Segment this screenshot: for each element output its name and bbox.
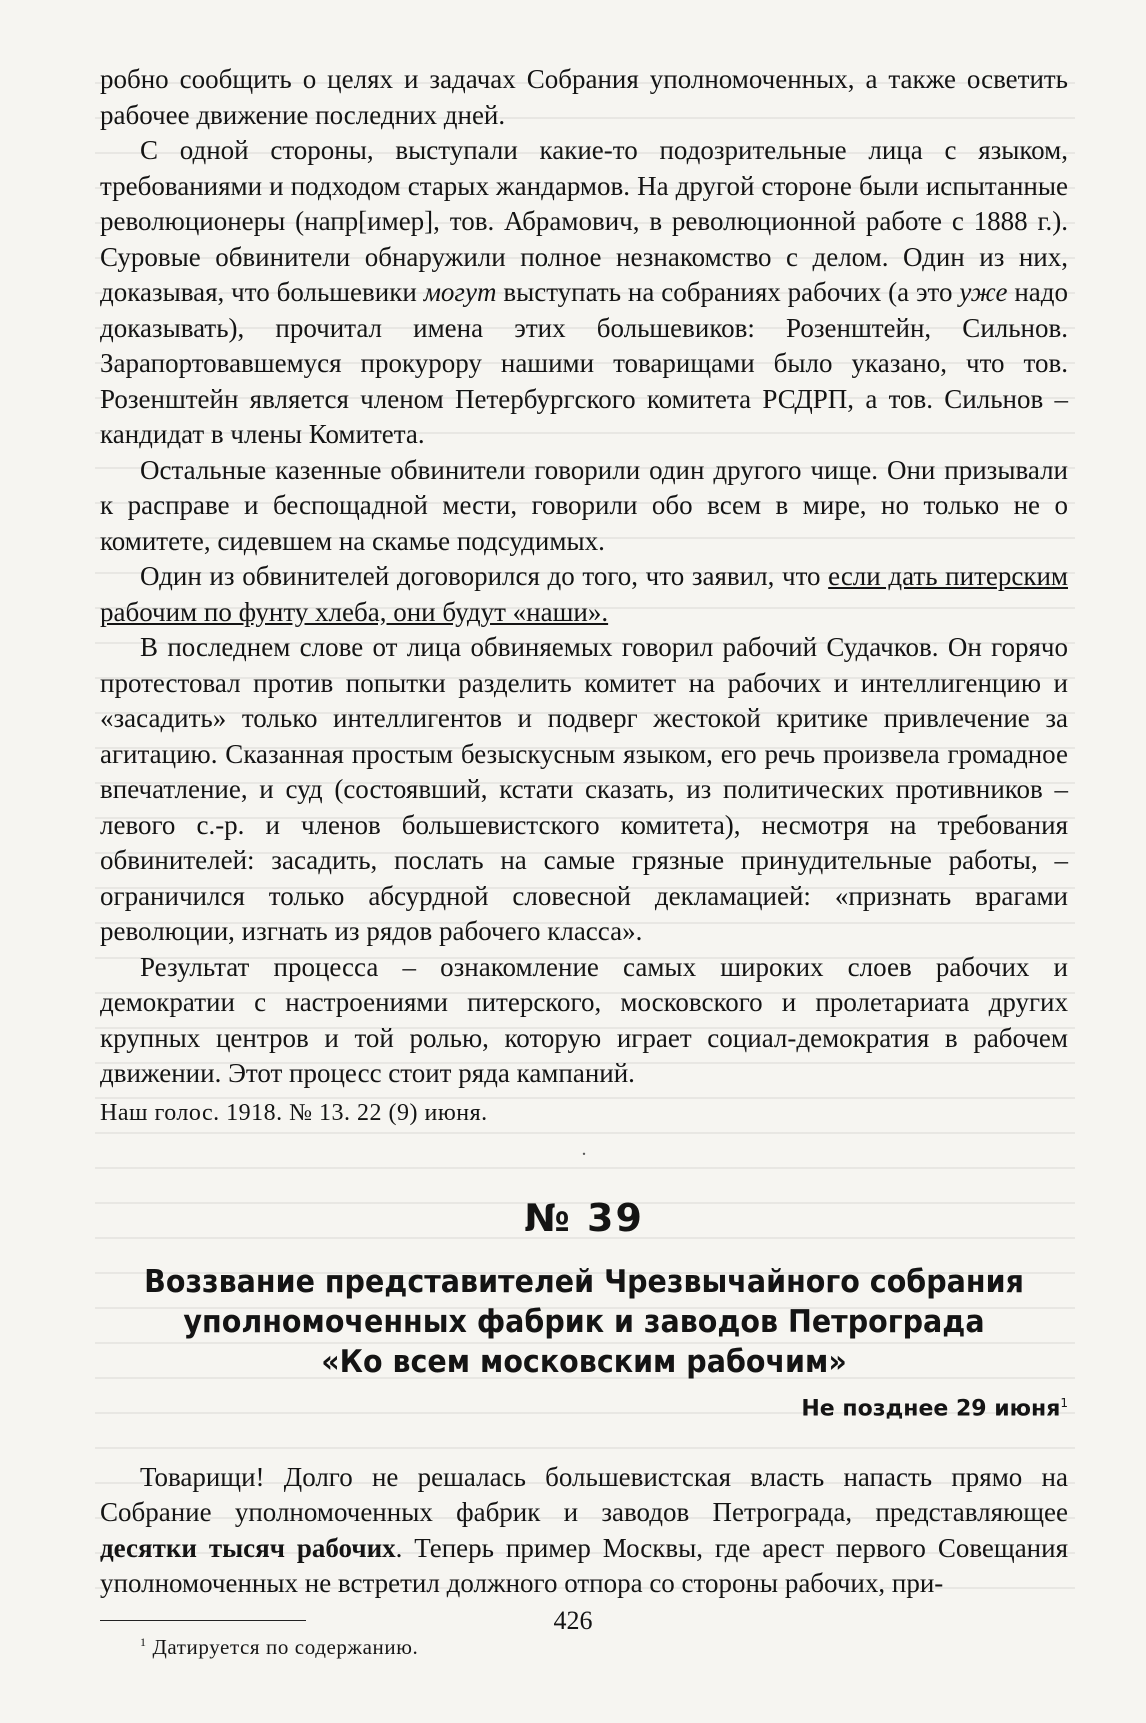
paragraph-5: В последнем слове от лица обвиняемых говорил рабочий Судачков. Он горячо протестовал против попытки разделить комитет на рабочих и интеллигенцию и «засадить» только интеллигентов и подверг жестокой критике привлечение за агитацию. Сказанная простым безыскусным языком, его речь произвела громадное впечатление, и суд (состоявший, кстати сказать, из политических противников – левого с.-р. и членов большевистского комитета), несмотря на требования обвинителей: засадить, послать на самые грязные принудительные работы, – ограничился только абсурдной словесной декламацией: «признать врагами революции, изгнать из рядов рабочего класса». [100, 632, 1068, 946]
paragraph-4: Один из обвинителей договорился до того, что заявил, что если дать питерским рабочим по фунту хлеба, они будут «наши». [100, 561, 1068, 627]
page-number: 426 [553, 1606, 593, 1635]
footnote-ref: 1 [1060, 1395, 1068, 1410]
page-content [100, 62, 1068, 1662]
underlined-quote: если дать питерским рабочим по фунту хлеба, они будут «наши». [100, 561, 1068, 627]
paragraph-3: Остальные казенные обвинители говорили один другого чище. Они призывали к расправе и беспощадной мести, говорили обо всем в мире, но только не о комитете, сидевшем на скамье подсудимых. [100, 454, 1068, 556]
paragraph-6: Результат процесса – ознакомление самых широких слоев рабочих и демократии с настроениями питерского, московского и пролетариата других крупных центров и той ролью, которую играет социал-демократия в рабочем движении. Этот процесс стоит ряда кампаний. [100, 951, 1068, 1088]
separator: . [581, 1137, 587, 1160]
paragraph-1: робно сообщить о целях и задачах Собрания уполномоченных, а также осветить рабочее движение последних дней. [100, 64, 1068, 130]
document-title: Воззвание представителей Чрезвычайного собрания уполномоченных фабрик и заводов Петрограда «Ко всем московским рабочим» [144, 1263, 1024, 1380]
paragraph-2: С одной стороны, выступали какие-то подозрительные лица с языком, требованиями и подходом старых жандармов. На другой стороне были испытанные революционеры (напр[имер], тов. Абрамович, в революционной работе с 1888 г.). Суровые обвинители обнаружили полное незнакомство с делом. Один из них, доказывая, что большевики могут выступать на собраниях рабочих (а это уже надо доказывать), прочитал имена этих большевиков: Розенштейн, Сильнов. Зарапортовавшемуся прокурору нашими товарищами было указано, что тов. Розенштейн является членом Петербургского комитета РСДРП, а тов. Сильнов – кандидат в члены Комитета. [100, 135, 1068, 449]
document-number: № 39 [524, 1195, 644, 1240]
document-body: Товарищи! Долго не решалась большевистская власть напасть прямо на Собрание уполномоченных фабрик и заводов Петрограда, представляющее десятки тысяч рабочих. Теперь пример Москвы, где арест первого Совещания уполномоченных не встретил должного отпора со стороны рабочих, при- [100, 1461, 1068, 1599]
source-citation: Наш голос. 1918. № 13. 22 (9) июня. [100, 1099, 488, 1126]
document-date: Не позднее 29 июня$^1$ [801, 1395, 1068, 1421]
footnote: $^1$ Датируется по содержанию. [140, 1634, 419, 1659]
